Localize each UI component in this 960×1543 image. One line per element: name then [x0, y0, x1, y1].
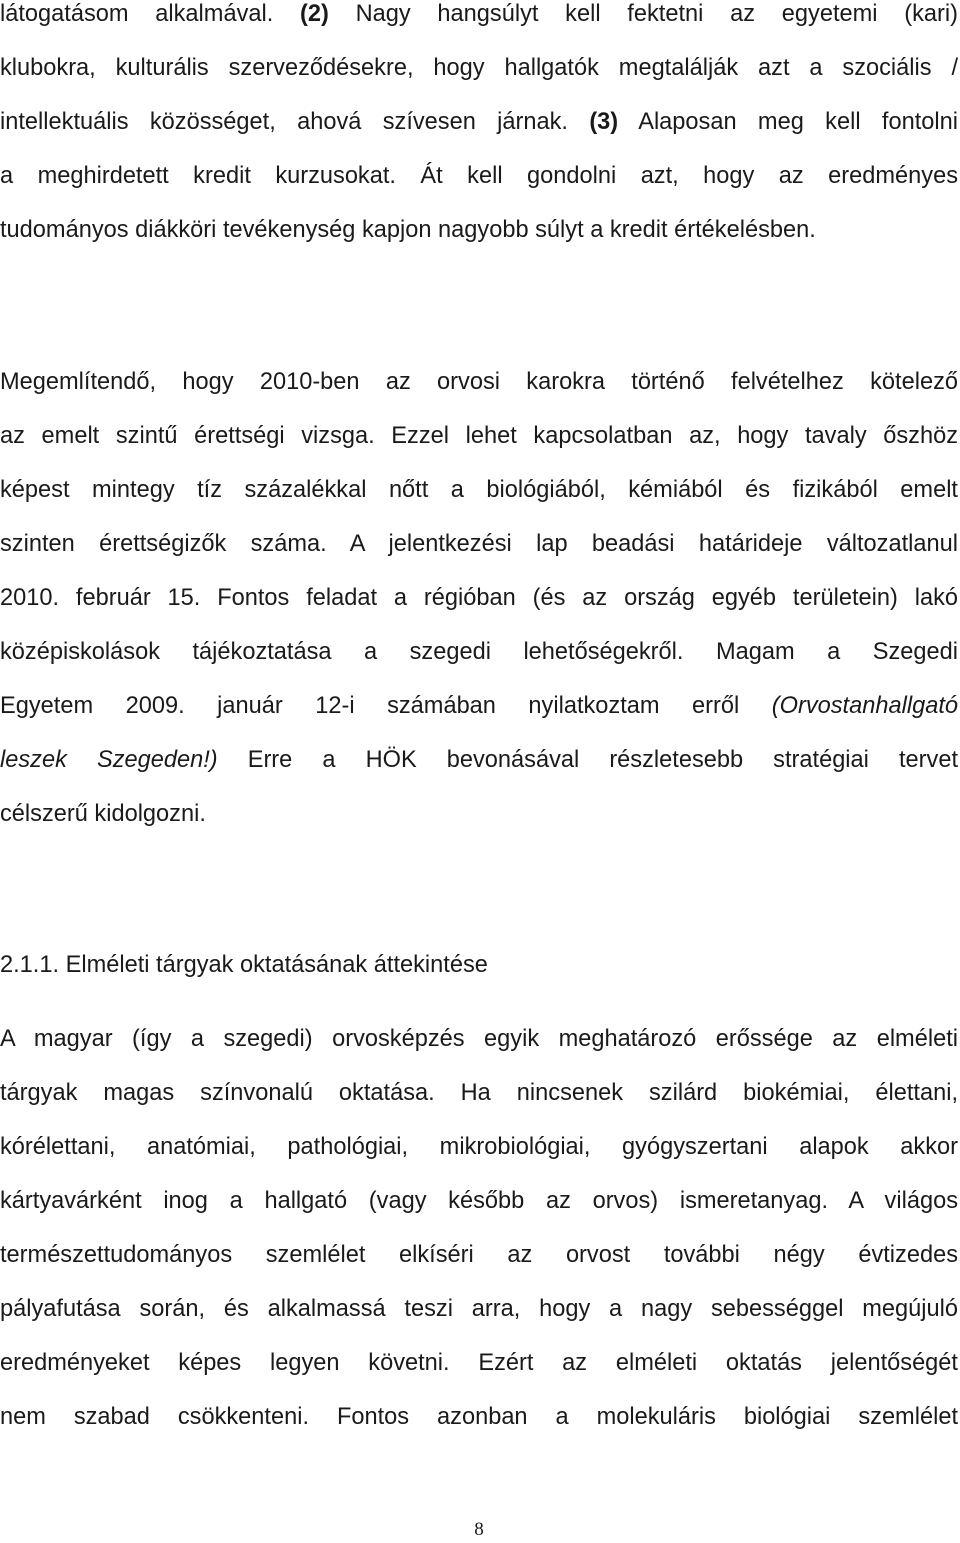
- cited-article-title: (Orvostanhallgató: [771, 693, 958, 719]
- section-heading: 2.1.1. Elméleti tárgyak oktatásának áttekintése: [0, 952, 488, 978]
- text-line: a meghirdetett kredit kurzusokat. Át kell gondolni azt, hogy az eredményes: [0, 163, 958, 189]
- text-line: tudományos diákköri tevékenység kapjon nagyobb súlyt a kredit értékelésben.: [0, 217, 816, 243]
- text-line: célszerű kidolgozni.: [0, 801, 206, 827]
- text-line: Megemlítendő, hogy 2010-ben az orvosi karokra történő felvételhez kötelező: [0, 369, 958, 395]
- text-line: 2010. február 15. Fontos feladat a régióban (és az ország egyéb területein) lakó: [0, 585, 958, 611]
- text-line: leszek Szegeden!) Erre a HÖK bevonásával részletesebb stratégiai tervet: [0, 747, 958, 773]
- text-line: látogatásom alkalmával. (2) Nagy hangsúlyt kell fektetni az egyetemi (kari): [0, 1, 958, 27]
- text-line: tárgyak magas színvonalú oktatása. Ha nincsenek szilárd biokémiai, élettani,: [0, 1080, 958, 1106]
- paragraph-theoretical-subjects: [0, 1012, 958, 1444]
- text-line: A magyar (így a szegedi) orvosképzés egyik meghatározó erőssége az elméleti: [0, 1026, 958, 1052]
- text-line: az emelt szintű érettségi vizsga. Ezzel lehet kapcsolatban az, hogy tavaly őszhöz: [0, 423, 958, 449]
- text-line: intellektuális közösséget, ahová szívesen járnak. (3) Alaposan meg kell fontolni: [0, 109, 958, 135]
- text-line: természettudományos szemlélet elkíséri az orvost további négy évtizedes: [0, 1242, 958, 1268]
- list-marker-2: (2): [300, 1, 329, 27]
- text-line: nem szabad csökkenteni. Fontos azonban a molekuláris biológiai szemlélet: [0, 1404, 958, 1430]
- text-line: eredményeket képes legyen követni. Ezért az elméleti oktatás jelentőségét: [0, 1350, 958, 1376]
- text-line: kártyavárként inog a hallgató (vagy később az orvos) ismeretanyag. A világos: [0, 1188, 958, 1214]
- page-number: 8: [474, 1519, 484, 1540]
- text-line: Egyetem 2009. január 12-i számában nyilatkoztam erről (Orvostanhallgató: [0, 693, 958, 719]
- text-line: középiskolások tájékoztatása a szegedi lehetőségekről. Magam a Szegedi: [0, 639, 958, 665]
- text-line: kórélettani, anatómiai, pathológiai, mikrobiológiai, gyógyszertani alapok akkor: [0, 1134, 958, 1160]
- text-line: képest mintegy tíz százalékkal nőtt a biológiából, kémiából és fizikából emelt: [0, 477, 958, 503]
- paragraph-admission-exam: [0, 355, 958, 841]
- text-line: pályafutása során, és alkalmassá teszi arra, hogy a nagy sebességgel megújuló: [0, 1296, 958, 1322]
- text-line: klubokra, kulturális szerveződésekre, hogy hallgatók megtalálják azt a szociális /: [0, 55, 958, 81]
- cited-article-title-cont: leszek Szegeden!): [0, 747, 218, 773]
- text-line: szinten érettségizők száma. A jelentkezési lap beadási határideje változatlanul: [0, 531, 958, 557]
- paragraph-club-and-credit: [0, 0, 958, 257]
- list-marker-3: (3): [589, 109, 619, 135]
